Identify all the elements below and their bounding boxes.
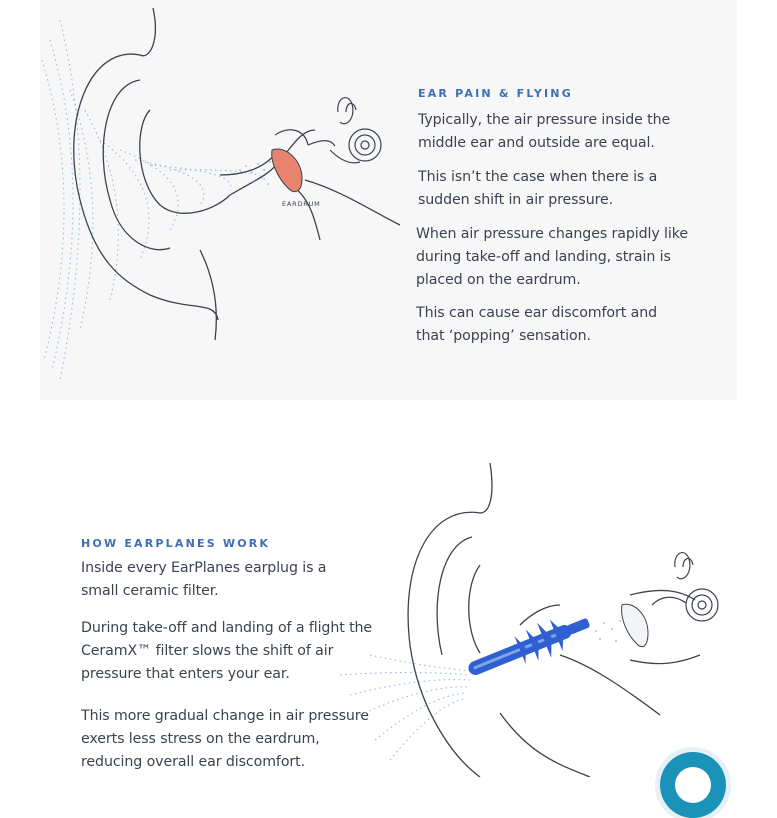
ear-canal-dots: [239, 161, 277, 185]
pressure-waves: [42, 20, 265, 380]
floating-action-button[interactable]: [660, 752, 726, 818]
ear-pain-paragraph-3: When air pressure changes rapidly like during take-off and landing, strain is placed on the eardrum.: [416, 226, 688, 288]
eardrum-shape-bottom: [622, 604, 648, 646]
ear-anatomy-illustration: [40, 0, 420, 400]
eardrum-label: EARDRUM: [282, 200, 321, 208]
inner-ear: [275, 98, 381, 163]
how-earplanes-heading: HOW EARPLANES WORK: [81, 537, 271, 550]
earplug-illustration: [330, 455, 750, 777]
ear-pain-paragraph-1: Typically, the air pressure inside the middle ear and outside are equal.: [418, 112, 671, 151]
pressure-waves-bottom: [340, 655, 470, 760]
how-earplanes-paragraph-2: During take-off and landing of a flight the CeramX™ filter slows the shift of air pressure that enters your ear.: [81, 620, 373, 682]
eardrum-shape: [272, 149, 302, 192]
ear-outline: [74, 8, 400, 340]
ear-pain-paragraph-2: This isn’t the case when there is a sudden shift in air pressure.: [418, 169, 658, 208]
ear-outline-bottom: [408, 463, 700, 777]
ear-pain-heading: EAR PAIN & FLYING: [418, 87, 573, 100]
how-earplanes-paragraph-1: Inside every EarPlanes earplug is a small ceramic filter.: [81, 560, 327, 599]
how-earplanes-paragraph-3: This more gradual change in air pressure exerts less stress on the eardrum, reducing overall ear discomfort.: [81, 708, 369, 770]
inner-ear-bottom: [652, 553, 718, 621]
chat-icon: [675, 767, 711, 803]
ear-pain-paragraph-4: This can cause ear discomfort and that ‘popping’ sensation.: [416, 305, 657, 344]
